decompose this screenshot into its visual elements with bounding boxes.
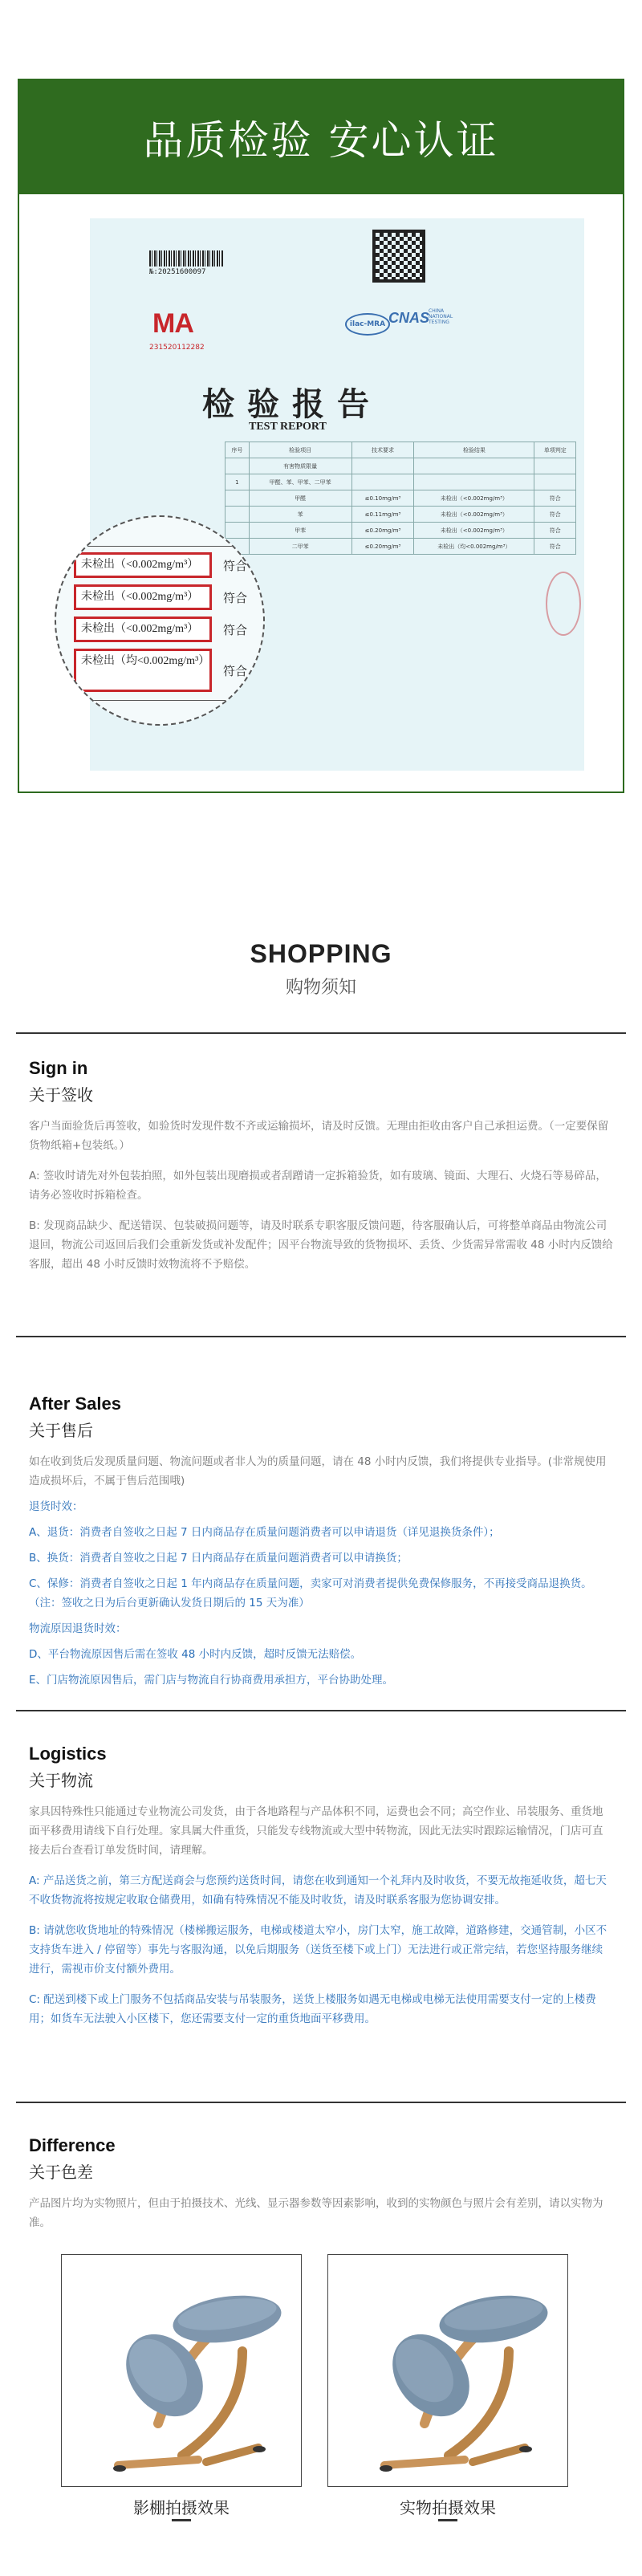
section-divider [16, 2102, 626, 2103]
difference-title-en: Difference [29, 2135, 116, 2155]
table-cell: 未检出（均<0.002mg/m³） [414, 539, 534, 555]
magnifier-circle [55, 515, 265, 726]
sign-in-paragraph: 客户当面验货后再签收，如验货时发现件数不齐或运输损坏，请及时反馈。无理由拒收由客户自己承担运费。（一定要保留货物纸箱+包装纸。） [29, 1120, 609, 1152]
table-cell [534, 474, 576, 490]
table-row [226, 523, 576, 539]
kneeling-chair-image [328, 2255, 568, 2487]
table-cell [351, 474, 414, 490]
ilac-logo: ilac-MRA [345, 313, 390, 336]
magnified-row [74, 552, 247, 578]
difference-intro: 产品图片均为实物照片，但由于拍摄技术、光线、显示器参数等因素影响，收到的实物颜色与照片会有差别，请以实物为准。 [29, 2197, 603, 2229]
table-cell [226, 490, 250, 507]
magnified-result: 符合 [223, 560, 248, 573]
after-sales-item: C、保修：消费者自签收之日起 1 年内商品存在质量问题，卖家可对消费者提供免费保修服务，不再接受商品退换货。（注：签收之日为后台更新确认发货日期后的 15 天为准） [29, 1577, 592, 1609]
table-cell: ≤0.11mg/m³ [351, 507, 414, 523]
table-cell: 符合 [534, 539, 576, 555]
table-cell: 甲醛、苯、甲苯、二甲苯 [249, 474, 351, 490]
magnified-value: 未检出（<0.002mg/m³） [74, 552, 212, 578]
label-underline [172, 2519, 191, 2521]
quality-section [18, 79, 624, 793]
real-photo-label: 实物拍摄效果 [400, 2498, 496, 2517]
table-cell: 符合 [534, 507, 576, 523]
sign-in-title-en: Sign in [29, 1058, 88, 1078]
magnified-value: 未检出（均<0.002mg/m³） [74, 649, 212, 692]
quality-header [19, 80, 623, 194]
logistics-item: B: 请就您收货地址的特殊情况（楼梯搬运服务，电梯或楼道太窄小，房门太窄，施工故障，道路修建，交通管制，小区不支持货车进入 / 停留等）事先与客服沟通，以免后期服务（送货至楼下或上门）无法进行或正常完结，若您坚持服务继续进行，需视市价支付额外费用。 [29, 1924, 607, 1976]
magnified-value: 未检出（<0.002mg/m³） [74, 584, 212, 610]
after-sales-item: 退货时效： [29, 1500, 83, 1513]
table-cell: 符合 [534, 523, 576, 539]
magnified-result: 符合 [223, 624, 248, 637]
sign-in-paragraph: B: 发现商品缺少、配送错误、包装破损问题等，请及时联系专职客服反馈问题，待客服确认后，可将整单商品由物流公司退回，物流公司返回后我们会重新发货或补发配件；因平台物流导致的货物损坏、丢货、少货需异常需收 48 小时内反馈给客服，超出 48 小时反馈时效物流将不予赔偿。 [29, 1219, 613, 1271]
table-cell: 未检出（<0.002mg/m³） [414, 490, 534, 507]
table-cell: 未检出（<0.002mg/m³） [414, 523, 534, 539]
table-header-cell: 技术要求 [351, 442, 414, 458]
sign-in-paragraph: A: 签收时请先对外包装拍照，如外包装出现磨损或者刮蹭请一定拆箱验货，如有玻璃、镜面、大理石、火烧石等易碎品，请务必签收时拆箱检查。 [29, 1170, 607, 1202]
report-serial: №:20251600097 [149, 268, 206, 276]
report-table-header [226, 442, 576, 458]
logistics-item: A: 产品送货之前，第三方配送商会与您预约送货时间，请您在收到通知一个礼拜内及时收货，不要无故拖延收货，超七天不收货物流将按规定收取仓储费用，如确有特殊情况不能及时收货，请及时联系客服为您协调安排。 [29, 1874, 607, 1907]
table-header-cell: 单项判定 [534, 442, 576, 458]
table-row [226, 458, 576, 474]
report-table-body [226, 458, 576, 555]
table-cell: 甲醛 [249, 490, 351, 507]
magnifier-gridline [56, 546, 263, 547]
shopping-heading [0, 939, 642, 999]
logistics-section [29, 1744, 613, 2029]
after-sales-section [29, 1394, 613, 1690]
section-divider [16, 1710, 626, 1711]
table-cell [534, 458, 576, 474]
after-sales-item: A、退货：消费者自签收之日起 7 日内商品存在质量问题消费者可以申请退货（详见退换货条件）； [29, 1526, 500, 1539]
difference-section [29, 2135, 613, 2232]
sign-in-title-cn: 关于签收 [29, 1085, 93, 1105]
inspection-stamp [546, 572, 581, 636]
cnas-logo: CNAS [388, 310, 430, 326]
logistics-intro: 家具因特殊性只能通过专业物流公司发货，由于各地路程与产品体积不同，运费也会不同；高空作业、吊装服务、重货地面平移费用请线下自行处理。家具属大件重货，只能发专线物流或大型中转物流，因此无法实时跟踪运输情况，门店可直接去后台查看订单发货时间，请理解。 [29, 1805, 603, 1857]
after-sales-item: D、平台物流原因售后需在签收 48 小时内反馈，超时反馈无法赔偿。 [29, 1648, 362, 1661]
table-cell [351, 458, 414, 474]
magnified-value: 未检出（<0.002mg/m³） [74, 617, 212, 642]
quality-title: 品质检验 安心认证 [143, 117, 499, 164]
studio-photo-label: 影棚拍摄效果 [133, 2498, 230, 2517]
table-cell: 甲苯 [249, 523, 351, 539]
report-table [225, 442, 576, 555]
magnifier-gridline [56, 700, 263, 701]
table-cell [226, 523, 250, 539]
after-sales-intro: 如在收到货后发现质量问题、物流问题或者非人为的质量问题，请在 48 小时内反馈，我们将提供专业指导。(非常规使用造成损坏后，不属于售后范围哦) [29, 1455, 607, 1487]
section-divider [16, 1336, 626, 1337]
real-photo [327, 2254, 568, 2487]
sign-in-section [29, 1058, 613, 1274]
report-subtitle: TEST REPORT [249, 421, 327, 433]
table-cell: 符合 [534, 490, 576, 507]
after-sales-item: E、门店物流原因售后，需门店与物流自行协商费用承担方，平台协助处理。 [29, 1674, 394, 1687]
table-header-cell: 序号 [226, 442, 250, 458]
table-cell [226, 507, 250, 523]
table-cell [414, 458, 534, 474]
table-row [226, 474, 576, 490]
report-title: 检验报告 [202, 385, 382, 423]
shopping-subtitle: 购物须知 [285, 978, 356, 998]
table-cell: 未检出（<0.002mg/m³） [414, 507, 534, 523]
table-row [226, 539, 576, 555]
after-sales-title-cn: 关于售后 [29, 1421, 93, 1440]
logistics-item: C: 配送到楼下或上门服务不包括商品安装与吊装服务，送货上楼服务如遇无电梯或电梯无法使用需要支付一定的上楼费用；如货车无法驶入小区楼下，您还需要支付一定的重货地面平移费用。 [29, 1993, 596, 2025]
ma-logo: MA [152, 308, 193, 339]
magnified-row [74, 649, 247, 692]
after-sales-item: B、换货：消费者自签收之日起 7 日内商品存在质量问题消费者可以申请换货； [29, 1552, 408, 1565]
section-divider [16, 1032, 626, 1034]
magnified-result: 符合 [223, 665, 248, 678]
shopping-title: SHOPPING [250, 939, 392, 968]
magnified-result: 符合 [223, 592, 248, 605]
qr-code-icon [372, 230, 425, 283]
table-cell: ≤0.20mg/m³ [351, 539, 414, 555]
table-cell: 二甲苯 [249, 539, 351, 555]
ma-number: 231520112282 [149, 344, 205, 352]
magnified-row [74, 617, 247, 642]
studio-photo [61, 2254, 302, 2487]
table-cell: 有害物质限量 [249, 458, 351, 474]
kneeling-chair-image [62, 2255, 302, 2487]
table-row [226, 490, 576, 507]
table-header-cell: 检验结果 [414, 442, 534, 458]
magnified-footer: 检验。 [75, 710, 109, 722]
barcode-icon [149, 250, 223, 267]
logistics-title-cn: 关于物流 [29, 1771, 93, 1790]
report-area [19, 194, 623, 792]
table-row [226, 507, 576, 523]
after-sales-item: 物流原因退货时效： [29, 1622, 127, 1635]
label-underline [438, 2519, 457, 2521]
after-sales-title-en: After Sales [29, 1394, 121, 1414]
logistics-title-en: Logistics [29, 1744, 107, 1764]
difference-title-cn: 关于色差 [29, 2163, 93, 2182]
table-cell: 苯 [249, 507, 351, 523]
magnified-row [74, 584, 247, 610]
table-cell [414, 474, 534, 490]
table-header-cell: 检验项目 [249, 442, 351, 458]
cnas-subtitle: CHINA NATIONAL TESTING [429, 308, 453, 325]
table-cell: 1 [226, 474, 250, 490]
table-cell [226, 458, 250, 474]
table-cell: ≤0.20mg/m³ [351, 523, 414, 539]
table-cell: ≤0.10mg/m³ [351, 490, 414, 507]
